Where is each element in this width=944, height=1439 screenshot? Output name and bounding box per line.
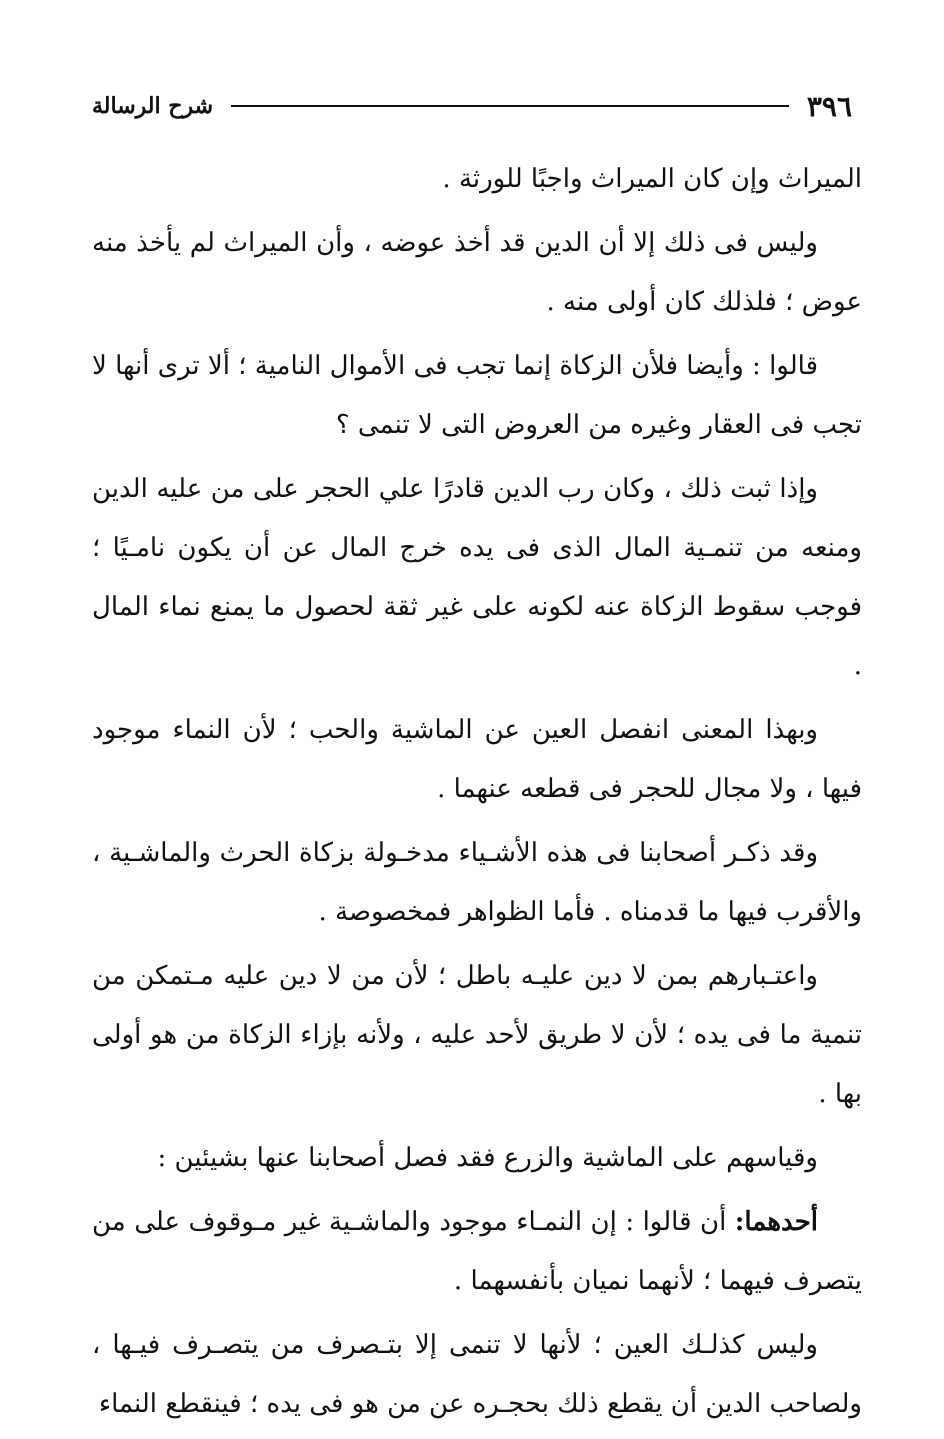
paragraph-text: واعتـبارهم بمن لا دين عليـه باطل ؛ لأن من لا دين عليه مـتمكن من تنمية ما فى يده ؛ لأن لا طريق لأحد عليه ، ولأنه بإزاء الزكاة من هو أولى بها . [92,961,862,1109]
paragraph-text: قالوا : وأيضا فلأن الزكاة إنما تجب فى الأموال النامية ؛ ألا ترى أنها لا تجب فى العقار وغيره من العروض التى لا تنمى ؟ [92,351,862,440]
paragraph [92,701,862,819]
paragraph [92,1129,862,1188]
paragraph [92,337,862,455]
paragraph [92,460,862,696]
paragraph [92,1316,862,1434]
page-header [92,88,852,124]
paragraph [92,947,862,1124]
paragraph-text: وبهذا المعنى انفصل العين عن الماشية والحب ؛ لأن النماء موجود فيها ، ولا مجال للحجر فى قطعه عنهما . [92,715,862,804]
paragraph-text: وقد ذكـر أصحابنا فى هذه الأشـياء مدخـولة بزكاة الحرث والماشـية ، والأقرب فيها ما قدمناه . فأما الظواهر فمخصوصة . [92,838,862,927]
paragraph [92,824,862,942]
paragraph-text: وقياسهم على الماشية والزرع فقد فصل أصحابنا عنها بشيئين : [157,1143,818,1173]
paragraph [92,1193,862,1311]
running-title: شرح الرسالة [92,93,214,119]
paragraph-text: أن قالوا : إن النمـاء موجود والماشـية غير مـوقوف على من يتصرف فيهما ؛ لأنهما نميان بأنفسهما . [92,1207,862,1296]
header-rule [231,105,789,107]
paragraph-lead-term: أحدهما: [734,1207,818,1237]
paragraph [92,150,862,209]
paragraph-text: وليس فى ذلك إلا أن الدين قد أخذ عوضه ، وأن الميراث لم يأخذ منه عوض ؛ فلذلك كان أولى منه . [92,228,862,317]
page-number: ٣٩٦ [806,89,852,123]
paragraph-text: الميراث وإن كان الميراث واجبًا للورثة . [442,164,862,194]
paragraph-text: وإذا ثبت ذلك ، وكان رب الدين قادرًا علي الحجر على من عليه الدين ومنعه من تنمـية المال الذى فى يده خرج المال عن أن يكون نامـيًا ؛ فوجب سقوط الزكاة عنه لكونه على غير ثقة لحصول ما يمنع نماء المال . [92,474,862,681]
page-body [92,150,862,1439]
paragraph [92,214,862,332]
paragraph-text: وليس كذلـك العين ؛ لأنها لا تنمى إلا بتـصرف من يتصـرف فيـها ، ولصاحب الدين أن يقطع ذلك بحجـره عن من هو فى يده ؛ فينقطع النماء [92,1330,862,1419]
